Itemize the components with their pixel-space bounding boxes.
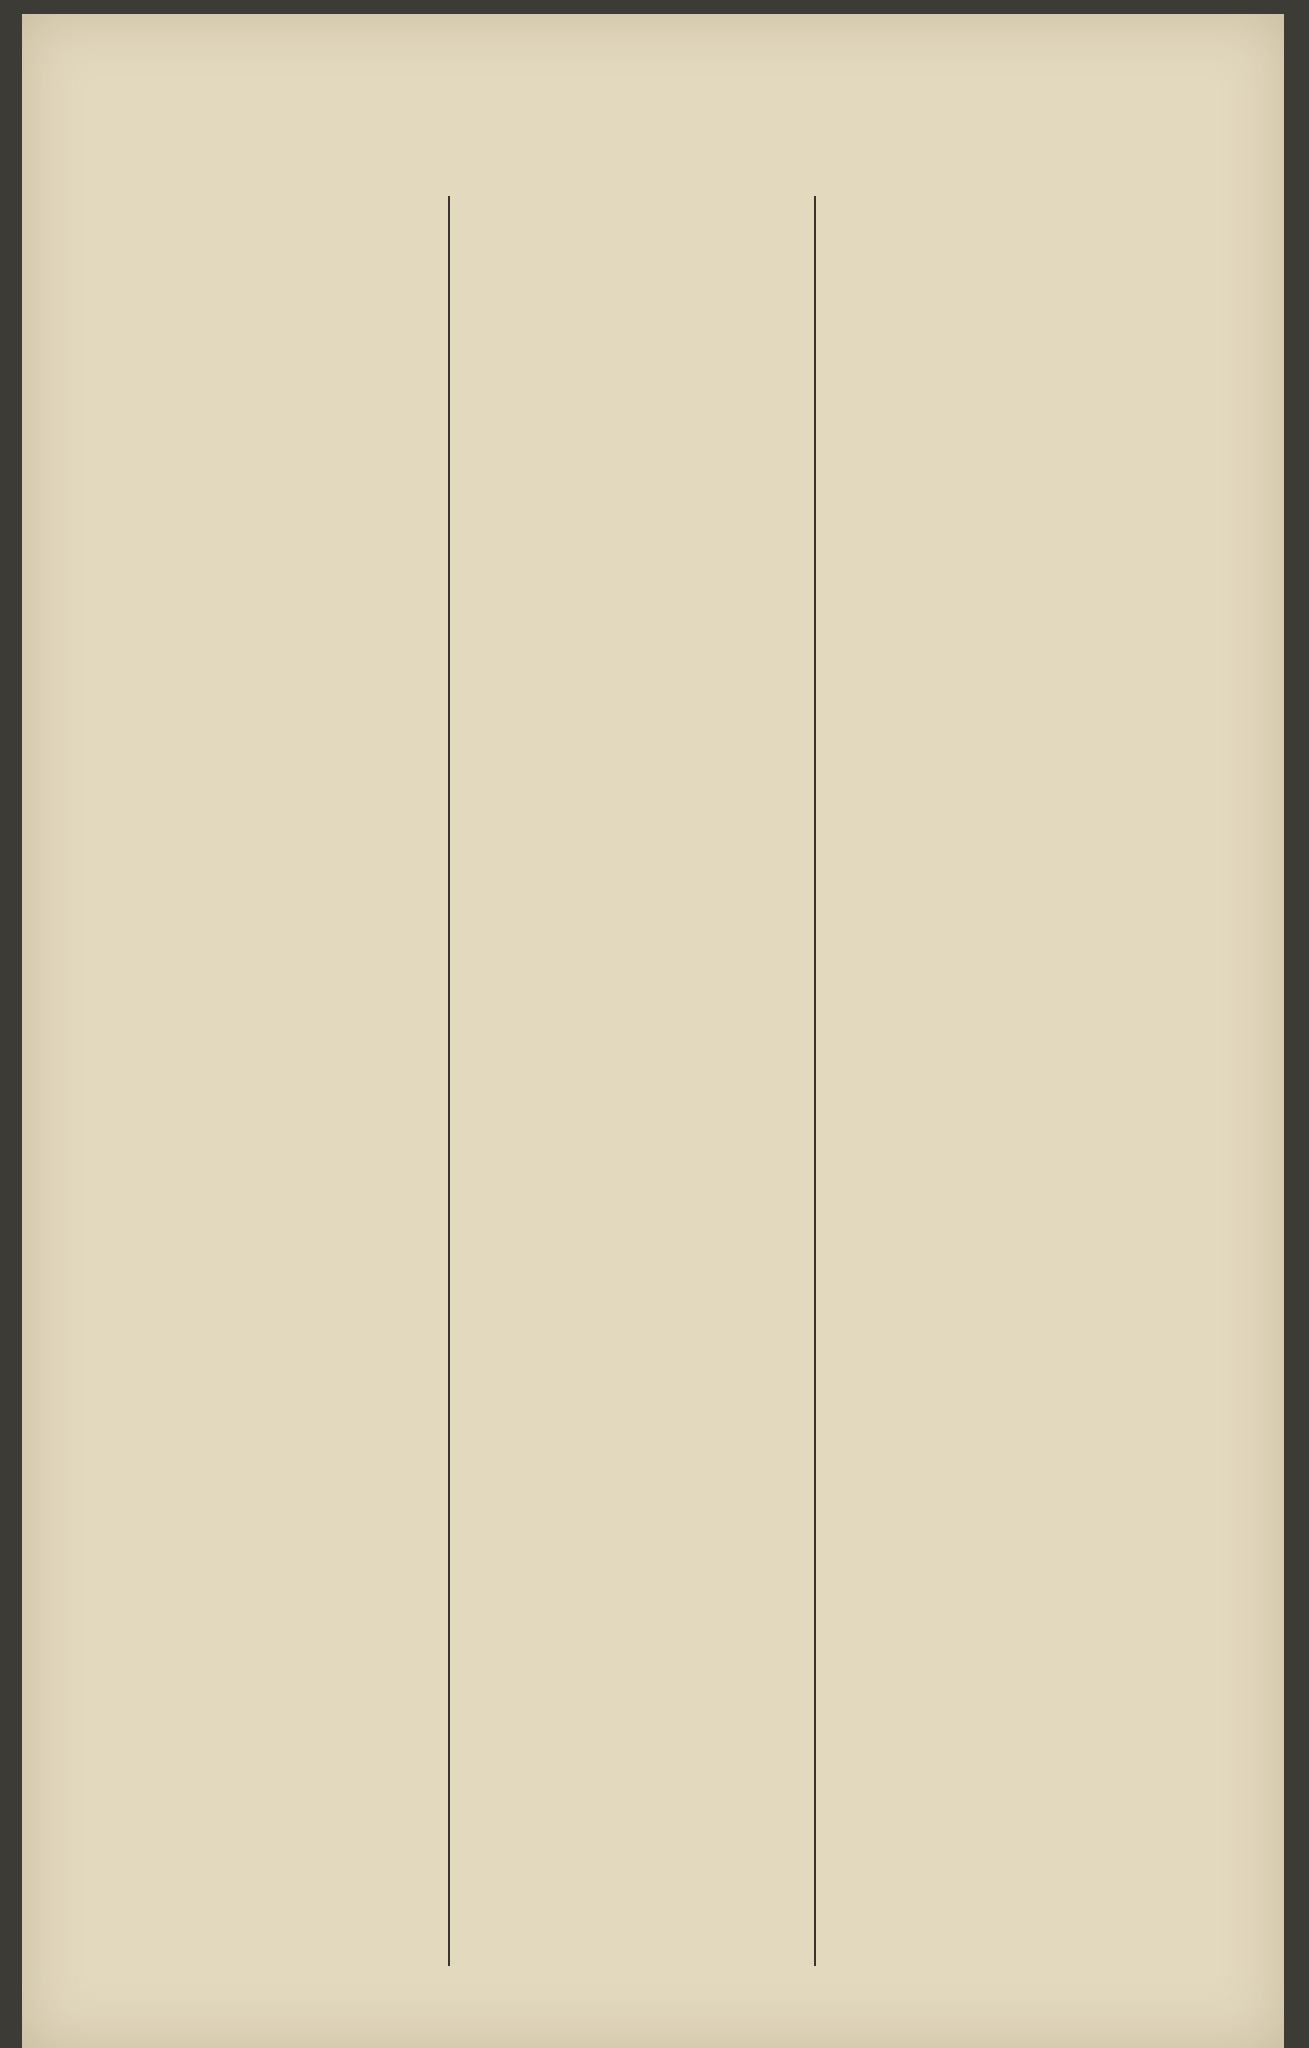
column-3 [818, 204, 1174, 240]
column-1 [78, 204, 448, 240]
column-rule [814, 196, 816, 1966]
sidebar-advertisement [1212, 316, 1272, 1896]
robarth-advertisement [452, 214, 820, 272]
column-2 [452, 204, 820, 322]
column-rule [448, 196, 450, 1966]
